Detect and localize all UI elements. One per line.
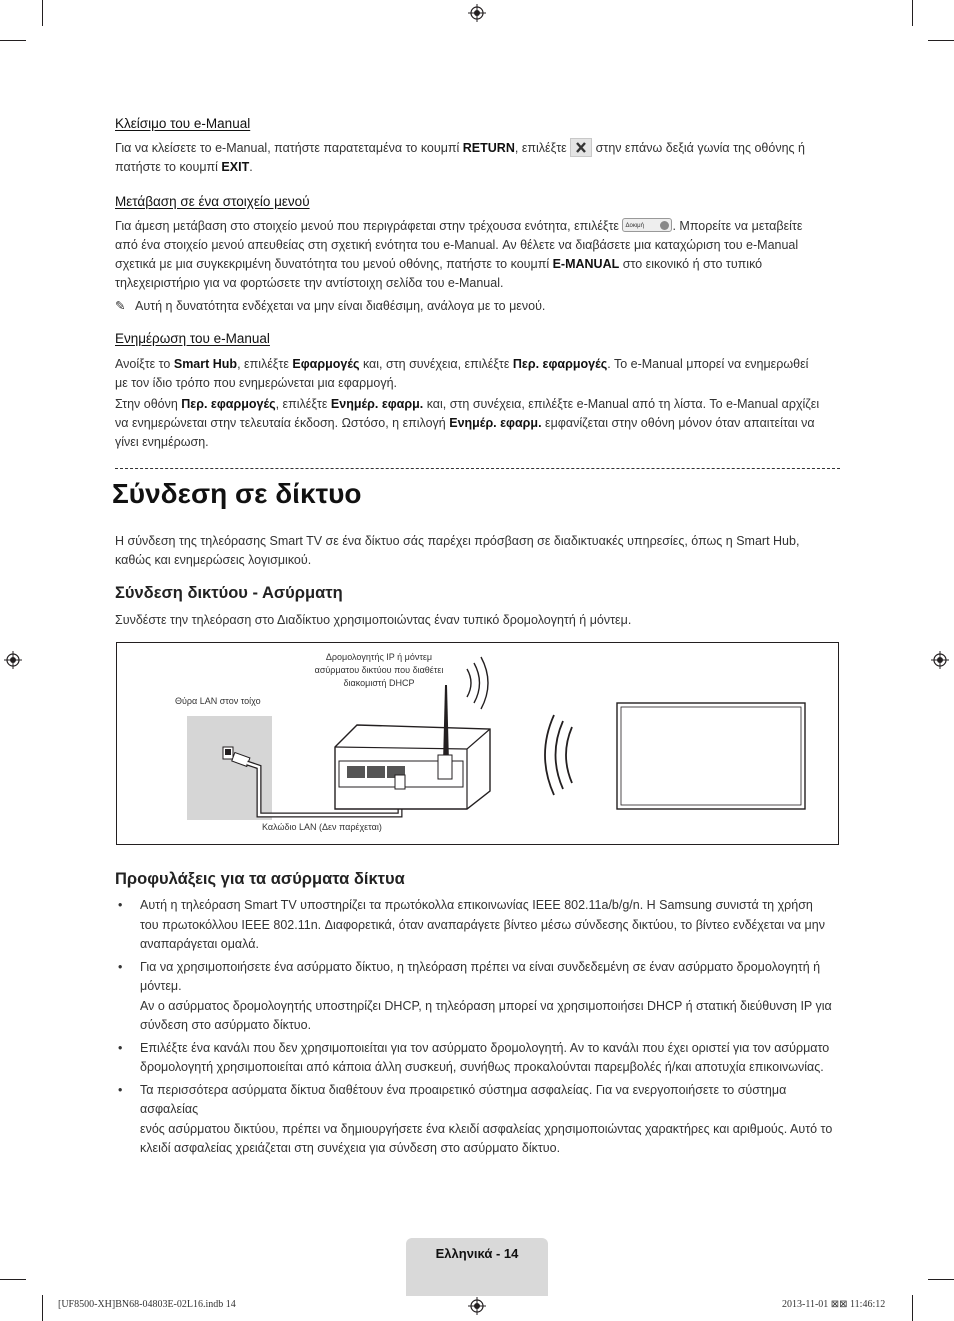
- crop-mark: [42, 1295, 43, 1321]
- wall-port-label: Θύρα LAN στον τοίχο: [175, 696, 261, 706]
- crop-mark: [0, 40, 26, 41]
- print-file-info: [UF8500-XH]BN68-04803E-02L16.indb 14: [58, 1299, 236, 1310]
- page-number-tab: [406, 1238, 548, 1296]
- page-number: Ελληνικά - 14: [435, 1246, 519, 1261]
- page-title: Σύνδεση σε δίκτυο: [112, 478, 362, 509]
- tv: [617, 703, 805, 809]
- wireless-signal-icon: [545, 715, 572, 795]
- precautions-list: [115, 896, 840, 1162]
- bullet-icon: •: [118, 898, 123, 912]
- pencil-note-icon: ✎: [115, 299, 126, 313]
- registration-mark-icon: [468, 4, 486, 22]
- registration-mark-icon: [468, 1297, 486, 1315]
- close-icon: [570, 138, 592, 157]
- list-item: • Τα περισσότερα ασύρματα δίκτυα διαθέτουν ένα προαιρετικό σύστημα ασφαλείας. Για να ενεργοποιήσετε το σύστημα ασφαλείας ενός ασύρματου δικτύου, πρέπει να δημιουργήσετε ένα κλειδί ασφαλείας χρησιμοποιώντας χαρακτήρες και αριθμούς. Αυτό το κλειδί ασφαλείας χρειάζεται στη συνέχεια για σύνδεση στο ασύρματο δίκτυο.: [118, 1082, 833, 1155]
- bullet-icon: •: [118, 1040, 123, 1055]
- list-item: • Επιλέξτε ένα κανάλι που δεν χρησιμοποιείται για τον ασύρματο δρομολογητή. Αν το κανάλι που έχει οριστεί για τον ασύρματο δρομολογητή χρησιμοποιείται από κάποια άλλη συσκευή, συνήθως προκαλούνται παρεμβολές ή/και αποτυχία επικοινωνίας.: [118, 1040, 830, 1074]
- print-date-info: 2013-11-01 ⊠⊠ 11:46:12: [782, 1299, 886, 1310]
- crop-mark: [42, 0, 43, 26]
- wireless-text: Συνδέστε την τηλεόραση στο Διαδίκτυο χρησιμοποιώντας έναν τυπικό δρομολογητή ή μόντεμ.: [115, 613, 632, 627]
- try-now-button[interactable]: Δοκιμή: [622, 218, 672, 232]
- crop-mark: [912, 0, 913, 26]
- update-emanual-heading: Ενημέρωση του e-Manual: [115, 331, 270, 346]
- update-emanual-text-1: Ανοίξτε το Smart Hub, επιλέξτε Εφαρμογές και, στη συνέχεια, επιλέξτε Περ. εφαρμογές. Το e-Manual μπορεί να ενημερωθεί με τον ίδιο τρόπο που ενημερώνεται μια εφαρμογή.: [115, 357, 809, 390]
- list-item: • Για να χρησιμοποιήσετε ένα ασύρματο δίκτυο, η τηλεόραση πρέπει να είναι συνδεδεμένη σε έναν ασύρματο δρομολογητή ή μόντεμ. Αν ο ασύρματος δρομολογητής υποστηρίζει DHCP, η τηλεόραση μπορεί να χρησιμοποιήσει DHCP ή στατική διεύθυνση IP για σύνδεση στο ασύρματο δίκτυο.: [118, 959, 832, 1032]
- precautions-title: Προφυλάξεις για τα ασύρματα δίκτυα: [115, 870, 405, 888]
- play-icon: [660, 221, 669, 230]
- crop-mark: [912, 1295, 913, 1321]
- close-emanual-heading: Κλείσιμο του e-Manual: [115, 116, 251, 131]
- update-emanual-text-2: Στην οθόνη Περ. εφαρμογές, επιλέξτε Ενημέρ. εφαρμ. και, στη συνέχεια, επιλέξτε e-Manual από τη λίστα. Το e-Manual αρχίζει να ενημερώνεται στην τελευταία έκδοση. Ωστόσο, η επιλογή Ενημέρ. εφαρμ. εμφανίζεται στην οθόνη μόνον όταν απαιτείται να γίνει ενημέρωση.: [115, 397, 820, 449]
- jump-menu-text: Για άμεση μετάβαση στο στοιχείο μενού που περιγράφεται στην τρέχουσα ενότητα, επιλέξτε Δοκιμή . Μπορείτε να μεταβείτε από ένα στοιχείο μενού απευθείας στη σχετική ενότητα του e-Manual. Αν θέλετε να διαβάσετε μια καταχώριση του e-Manual σχετικά με μια συγκεκριμένη δυνατότητα του μενού οθόνης, πατήστε το κουμπί E-MANUAL στο εικονικό ή στο τυπικό τηλεχειριστήριο για να φορτώσετε την αντίστοιχη σελίδα του e-Manual.: [115, 219, 803, 290]
- list-item: • Αυτή η τηλεόραση Smart TV υποστηρίζει τα πρωτόκολλα επικοινωνίας IEEE 802.11a/b/g/n. Η Samsung συνιστά τη χρήση του πρωτοκόλλου IEEE 802.11n. Διαφορετικά, όταν αναπαράγετε βίντεο μέσω σύνδεσης δικτύου, το βίντεο ενδέχεται να μην αναπαράγεται ομαλά.: [118, 898, 825, 951]
- note: ✎ Αυτή η δυνατότητα ενδέχεται να μην είναι διαθέσιμη, ανάλογα με το μενού.: [115, 299, 546, 313]
- crop-mark: [928, 40, 954, 41]
- close-emanual-text: Για να κλείσετε το e-Manual, πατήστε παρατεταμένα το κουμπί RETURN, επιλέξτε στην επάνω δεξιά γωνία της οθόνης ή πατήστε το κουμπί EXIT.: [115, 139, 840, 177]
- jump-menu-heading: Μετάβαση σε ένα στοιχείο μενού: [115, 194, 310, 209]
- wireless-title: Σύνδεση δικτύου - Ασύρματη: [115, 584, 343, 602]
- crop-mark: [0, 1279, 26, 1280]
- bullet-icon: •: [118, 959, 123, 974]
- registration-mark-icon: [931, 651, 949, 669]
- cable-label: Καλώδιο LAN (Δεν παρέχεται): [262, 822, 382, 832]
- section-divider: [115, 468, 840, 469]
- intro-text: Η σύνδεση της τηλεόρασης Smart TV σε ένα δίκτυο σάς παρέχει πρόσβαση σε διαδικτυακές υπηρεσίες, όπως η Smart Hub, καθώς και ενημερώσεις λογισμικού.: [115, 534, 800, 567]
- registration-mark-icon: [4, 651, 22, 669]
- bullet-icon: •: [118, 1082, 123, 1097]
- router-label: Δρομολογητής IP ή μόντεμ ασύρματου δικτύου που διαθέτει διακομιστή DHCP: [314, 652, 444, 688]
- crop-mark: [928, 1279, 954, 1280]
- network-diagram: [116, 642, 839, 845]
